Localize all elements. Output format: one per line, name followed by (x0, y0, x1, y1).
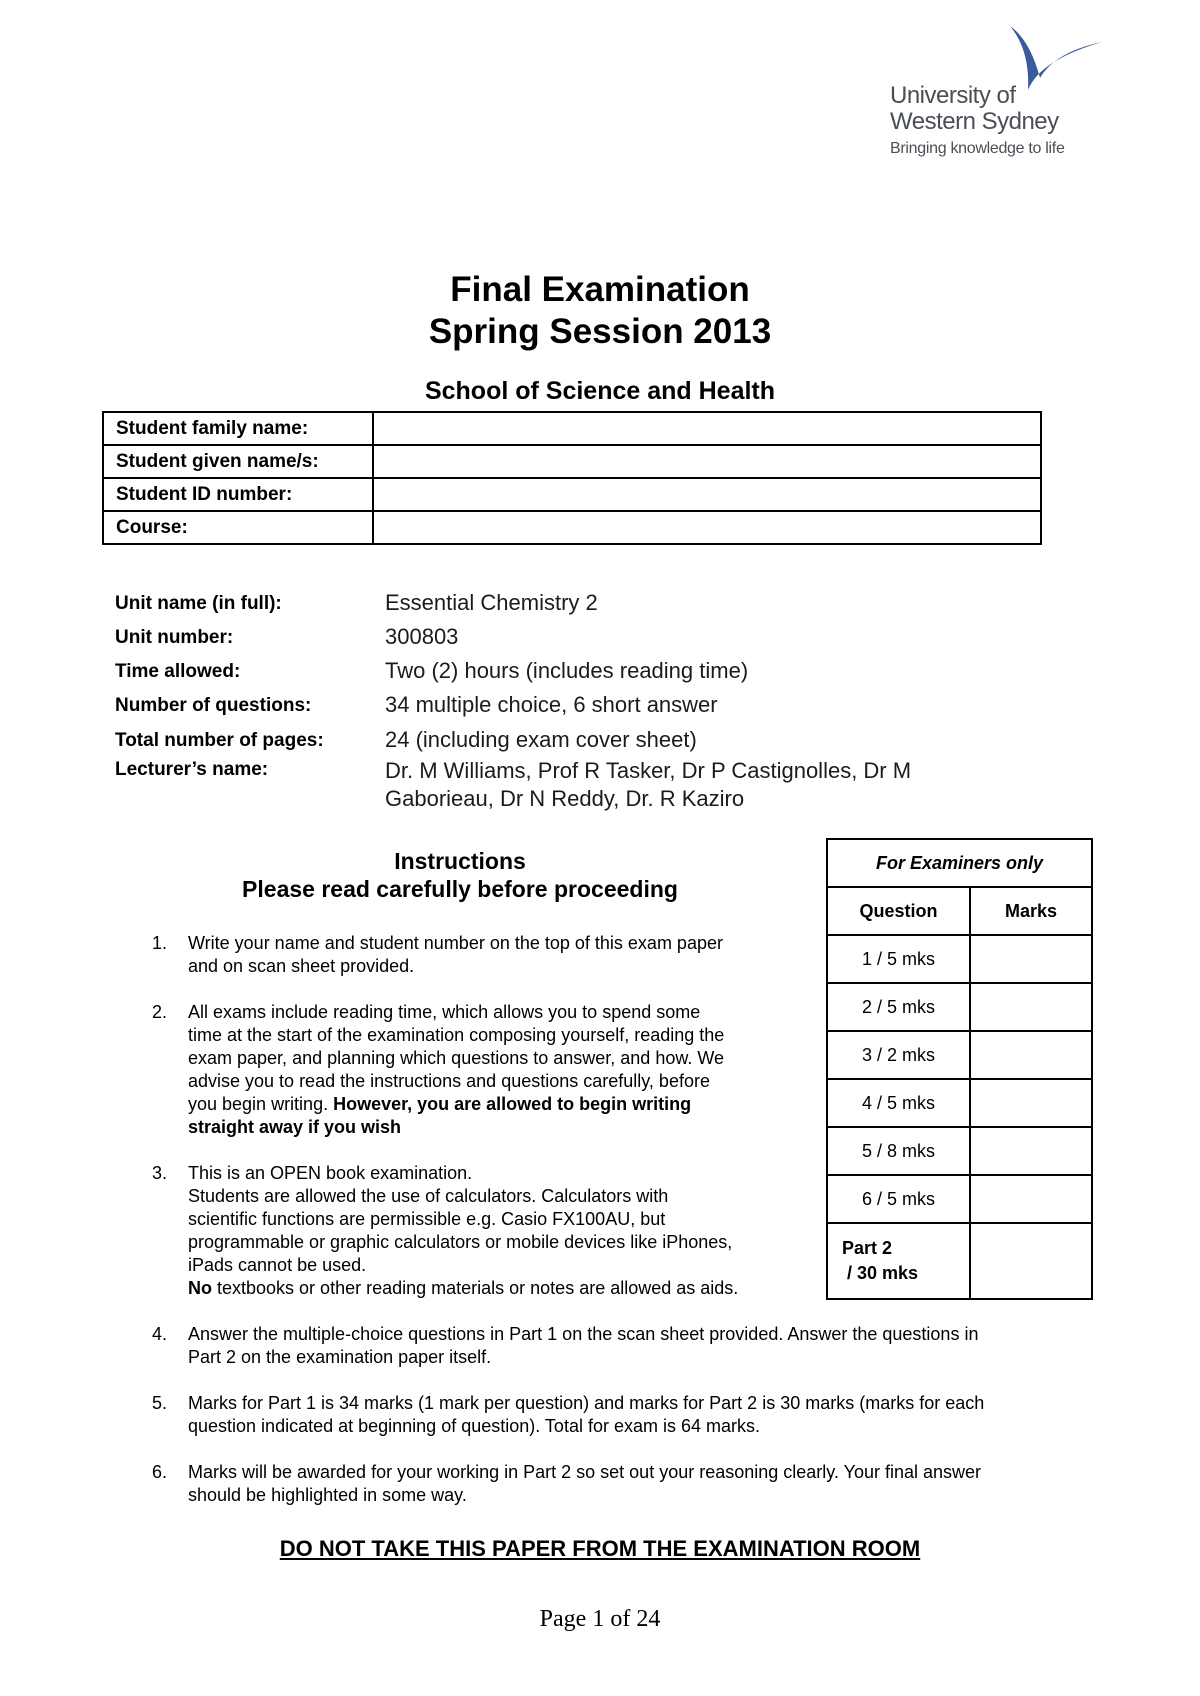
item-text-bold: However, you are allowed to begin writing (333, 1094, 692, 1114)
exam-session: Spring Session 2013 (428, 312, 772, 351)
table-row (103, 511, 1041, 544)
marks-cell[interactable] (970, 1175, 1092, 1223)
part2-marks: / 30 mks (842, 1263, 919, 1283)
item-text: Marks for Part 1 is 34 marks (1 mark per question) and marks for Part 2 is 30 marks (marks for each (188, 1393, 985, 1413)
part2-cell (827, 1223, 970, 1299)
marks-cell[interactable] (970, 1031, 1092, 1079)
item-text: This is an OPEN book examination. (188, 1163, 473, 1183)
table-row (827, 1223, 1092, 1299)
list-item (140, 1323, 984, 1369)
table-row (827, 1127, 1092, 1175)
lecturer-name-value-line2: Gaborieau, Dr N Reddy, Dr. R Kaziro (385, 786, 745, 811)
question-cell: 3 / 2 mks (827, 1031, 970, 1079)
item-number: 5. (152, 1393, 168, 1413)
item-text: exam paper, and planning which questions to answer, and how. We (188, 1048, 725, 1068)
total-pages-label: Total number of pages: (115, 730, 324, 751)
item-text-bold: straight away if you wish (188, 1117, 402, 1137)
time-allowed-value: Two (2) hours (includes reading time) (385, 658, 749, 683)
item-text: scientific functions are permissible e.g. Casio FX100AU, but (188, 1209, 666, 1229)
table-row (103, 412, 1041, 445)
item-text-bold: No (188, 1278, 212, 1298)
time-allowed-label: Time allowed: (115, 661, 241, 682)
marks-cell[interactable] (970, 1223, 1092, 1299)
university-logo (880, 20, 1120, 170)
item-text: All exams include reading time, which allows you to spend some (188, 1002, 701, 1022)
logo-tagline: Bringing knowledge to life (890, 140, 1065, 157)
unit-number-label: Unit number: (115, 627, 234, 648)
logo-line-1: University of (890, 82, 1016, 109)
marks-cell[interactable] (970, 935, 1092, 983)
lecturer-name-label: Lecturer’s name: (115, 759, 269, 780)
student-given-name-field[interactable] (373, 445, 1041, 478)
question-cell: 4 / 5 mks (827, 1079, 970, 1127)
item-number: 6. (152, 1462, 168, 1482)
examiners-header: For Examiners only (827, 839, 1092, 887)
item-text: iPads cannot be used. (188, 1255, 367, 1275)
item-text: Students are allowed the use of calculators. Calculators with (188, 1186, 669, 1206)
exam-title: Final Examination (450, 270, 750, 309)
table-row (827, 839, 1092, 887)
table-row (827, 1175, 1092, 1223)
table-row (827, 935, 1092, 983)
question-cell: 6 / 5 mks (827, 1175, 970, 1223)
student-family-name-field[interactable] (373, 412, 1041, 445)
student-family-name-label: Student family name: (103, 412, 373, 445)
list-item (140, 1392, 984, 1438)
item-number: 1. (152, 933, 168, 953)
table-row (103, 445, 1041, 478)
table-row (827, 1031, 1092, 1079)
item-text: Write your name and student number on the top of this exam paper (188, 933, 723, 953)
logo-line-2: Western Sydney (890, 108, 1059, 135)
part2-label: Part 2 (842, 1238, 893, 1258)
school-name: School of Science and Health (424, 377, 776, 405)
instructions-heading: Instructions (394, 848, 526, 874)
table-row (827, 887, 1092, 935)
list-item (140, 1461, 984, 1507)
marks-cell[interactable] (970, 983, 1092, 1031)
item-text: Marks will be awarded for your working in Part 2 so set out your reasoning clearly. Your final answer (188, 1462, 982, 1482)
page-number: Page 1 of 24 (539, 1606, 661, 1632)
table-row (103, 478, 1041, 511)
marks-cell[interactable] (970, 1079, 1092, 1127)
marks-column-header: Marks (970, 887, 1092, 935)
item-text: question indicated at beginning of question). Total for exam is 64 marks. (188, 1416, 761, 1436)
marks-cell[interactable] (970, 1127, 1092, 1175)
student-id-label: Student ID number: (103, 478, 373, 511)
question-cell: 1 / 5 mks (827, 935, 970, 983)
number-of-questions-label: Number of questions: (115, 695, 312, 716)
item-number: 3. (152, 1163, 168, 1183)
unit-name-label: Unit name (in full): (115, 593, 282, 614)
item-text-plain: you begin writing. (188, 1094, 334, 1114)
item-text: advise you to read the instructions and questions carefully, before (188, 1071, 710, 1091)
student-given-name-label: Student given name/s: (103, 445, 373, 478)
question-column-header: Question (827, 887, 970, 935)
item-text: programmable or graphic calculators or mobile devices like iPhones, (188, 1232, 733, 1252)
item-text: Part 2 on the examination paper itself. (188, 1347, 492, 1367)
item-number: 2. (152, 1002, 168, 1022)
question-cell: 2 / 5 mks (827, 983, 970, 1031)
item-text: Answer the multiple-choice questions in Part 1 on the scan sheet provided. Answer the questions in (188, 1324, 979, 1344)
item-text: time at the start of the examination composing yourself, reading the (188, 1025, 725, 1045)
course-field[interactable] (373, 511, 1041, 544)
total-pages-value: 24 (including exam cover sheet) (385, 727, 697, 752)
instructions-subheading: Please read carefully before proceeding (242, 876, 678, 902)
student-id-field[interactable] (373, 478, 1041, 511)
item-number: 4. (152, 1324, 168, 1344)
number-of-questions-value: 34 multiple choice, 6 short answer (385, 692, 718, 717)
unit-number-value: 300803 (385, 624, 459, 649)
student-details-table (102, 411, 1042, 545)
lecturer-name-value: Dr. M Williams, Prof R Tasker, Dr P Castignolles, Dr M (385, 758, 912, 783)
item-text-plain: textbooks or other reading materials or notes are allowed as aids. (212, 1278, 739, 1298)
item-text: and on scan sheet provided. (188, 956, 415, 976)
examiners-table (826, 838, 1093, 1300)
table-row (827, 983, 1092, 1031)
warning-text: DO NOT TAKE THIS PAPER FROM THE EXAMINATION ROOM (279, 1536, 921, 1561)
item-text: should be highlighted in some way. (188, 1485, 467, 1505)
unit-name-value: Essential Chemistry 2 (385, 590, 598, 615)
course-label: Course: (103, 511, 373, 544)
table-row (827, 1079, 1092, 1127)
question-cell: 5 / 8 mks (827, 1127, 970, 1175)
